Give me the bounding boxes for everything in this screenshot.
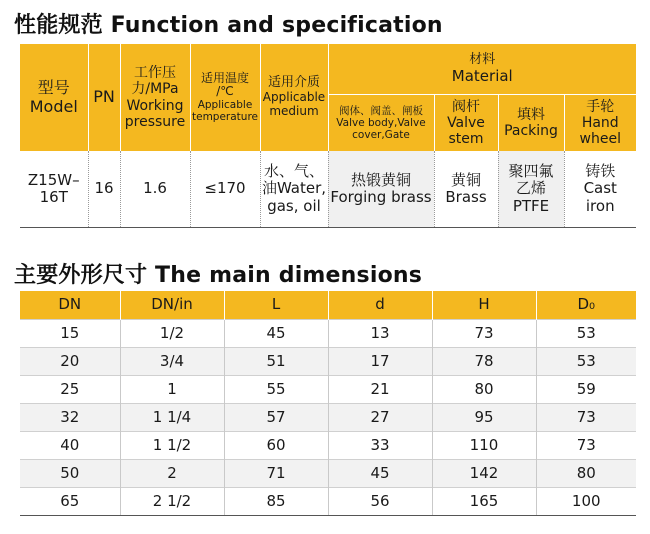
cell-d0: 53 <box>536 348 636 376</box>
table-row <box>20 348 636 376</box>
cell-d0: 100 <box>536 488 636 516</box>
cell-l: 51 <box>224 348 328 376</box>
header-handwheel: 手轮 Hand wheel <box>564 95 636 152</box>
cell-h: 165 <box>432 488 536 516</box>
cell-dn: 15 <box>20 320 120 348</box>
cell-h: 80 <box>432 376 536 404</box>
header-stem: 阀杆 Valve stem <box>434 95 498 152</box>
cell-dn-in: 1 <box>120 376 224 404</box>
cell-handwheel-material: 铸铁 Cast iron <box>564 151 636 228</box>
cell-l: 71 <box>224 460 328 488</box>
cell-h: 110 <box>432 432 536 460</box>
cell-h: 73 <box>432 320 536 348</box>
header-material: 材料 Material <box>328 44 636 95</box>
cell-dn-in: 1/2 <box>120 320 224 348</box>
header-model: 型号 Model <box>20 44 88 151</box>
cell-d: 56 <box>328 488 432 516</box>
table-row <box>20 320 636 348</box>
cell-d: 27 <box>328 404 432 432</box>
header-medium: 适用介质 Applicable medium <box>260 44 328 151</box>
cell-d: 45 <box>328 460 432 488</box>
table-row <box>20 488 636 516</box>
cell-dn: 65 <box>20 488 120 516</box>
cell-l: 55 <box>224 376 328 404</box>
cell-dn-in: 2 <box>120 460 224 488</box>
cell-l: 45 <box>224 320 328 348</box>
table-row <box>20 404 636 432</box>
spec-table <box>20 44 636 228</box>
table-row <box>20 460 636 488</box>
cell-d: 21 <box>328 376 432 404</box>
cell-pn: 16 <box>88 151 120 228</box>
cell-h: 142 <box>432 460 536 488</box>
header-pn: PN <box>88 44 120 151</box>
dimensions-header-row <box>20 291 636 320</box>
cell-packing-material: 聚四氟 乙烯 PTFE <box>498 151 564 228</box>
spec-row <box>20 151 636 228</box>
header-body-material: 阀体、阀盖、闸板 Valve body,Valve cover,Gate <box>328 95 434 152</box>
header-d0: D₀ <box>536 291 636 320</box>
cell-d: 33 <box>328 432 432 460</box>
cell-h: 78 <box>432 348 536 376</box>
header-d: d <box>328 291 432 320</box>
cell-dn-in: 1 1/2 <box>120 432 224 460</box>
cell-d: 13 <box>328 320 432 348</box>
cell-model: Z15W– 16T <box>20 151 88 228</box>
cell-pressure: 1.6 <box>120 151 190 228</box>
cell-dn: 25 <box>20 376 120 404</box>
header-working-pressure: 工作压 力/MPa Working pressure <box>120 44 190 151</box>
cell-dn: 20 <box>20 348 120 376</box>
dimensions-table <box>20 291 636 516</box>
header-dn-in: DN/in <box>120 291 224 320</box>
cell-medium: 水、气、 油Water, gas, oil <box>260 151 328 228</box>
cell-l: 60 <box>224 432 328 460</box>
cell-d0: 53 <box>536 320 636 348</box>
cell-d: 17 <box>328 348 432 376</box>
header-h: H <box>432 291 536 320</box>
cell-dn-in: 2 1/2 <box>120 488 224 516</box>
cell-d0: 73 <box>536 432 636 460</box>
cell-dn: 40 <box>20 432 120 460</box>
cell-body-material: 热锻黄铜 Forging brass <box>328 151 434 228</box>
header-dn: DN <box>20 291 120 320</box>
cell-d0: 73 <box>536 404 636 432</box>
header-l: L <box>224 291 328 320</box>
cell-dn: 32 <box>20 404 120 432</box>
cell-dn: 50 <box>20 460 120 488</box>
cell-d0: 80 <box>536 460 636 488</box>
section-title-main-dimensions: 主要外形尺寸 The main dimensions <box>14 263 423 288</box>
cell-h: 95 <box>432 404 536 432</box>
cell-dn-in: 3/4 <box>120 348 224 376</box>
header-temperature: 适用温度 /℃ Applicable temperature <box>190 44 260 151</box>
cell-d0: 59 <box>536 376 636 404</box>
table-row <box>20 376 636 404</box>
cell-dn-in: 1 1/4 <box>120 404 224 432</box>
cell-l: 85 <box>224 488 328 516</box>
cell-stem-material: 黄铜 Brass <box>434 151 498 228</box>
cell-temperature: ≤170 <box>190 151 260 228</box>
cell-l: 57 <box>224 404 328 432</box>
section-title-function-spec: 性能规范 Function and specification <box>14 13 443 38</box>
header-packing: 填料 Packing <box>498 95 564 152</box>
table-row <box>20 432 636 460</box>
